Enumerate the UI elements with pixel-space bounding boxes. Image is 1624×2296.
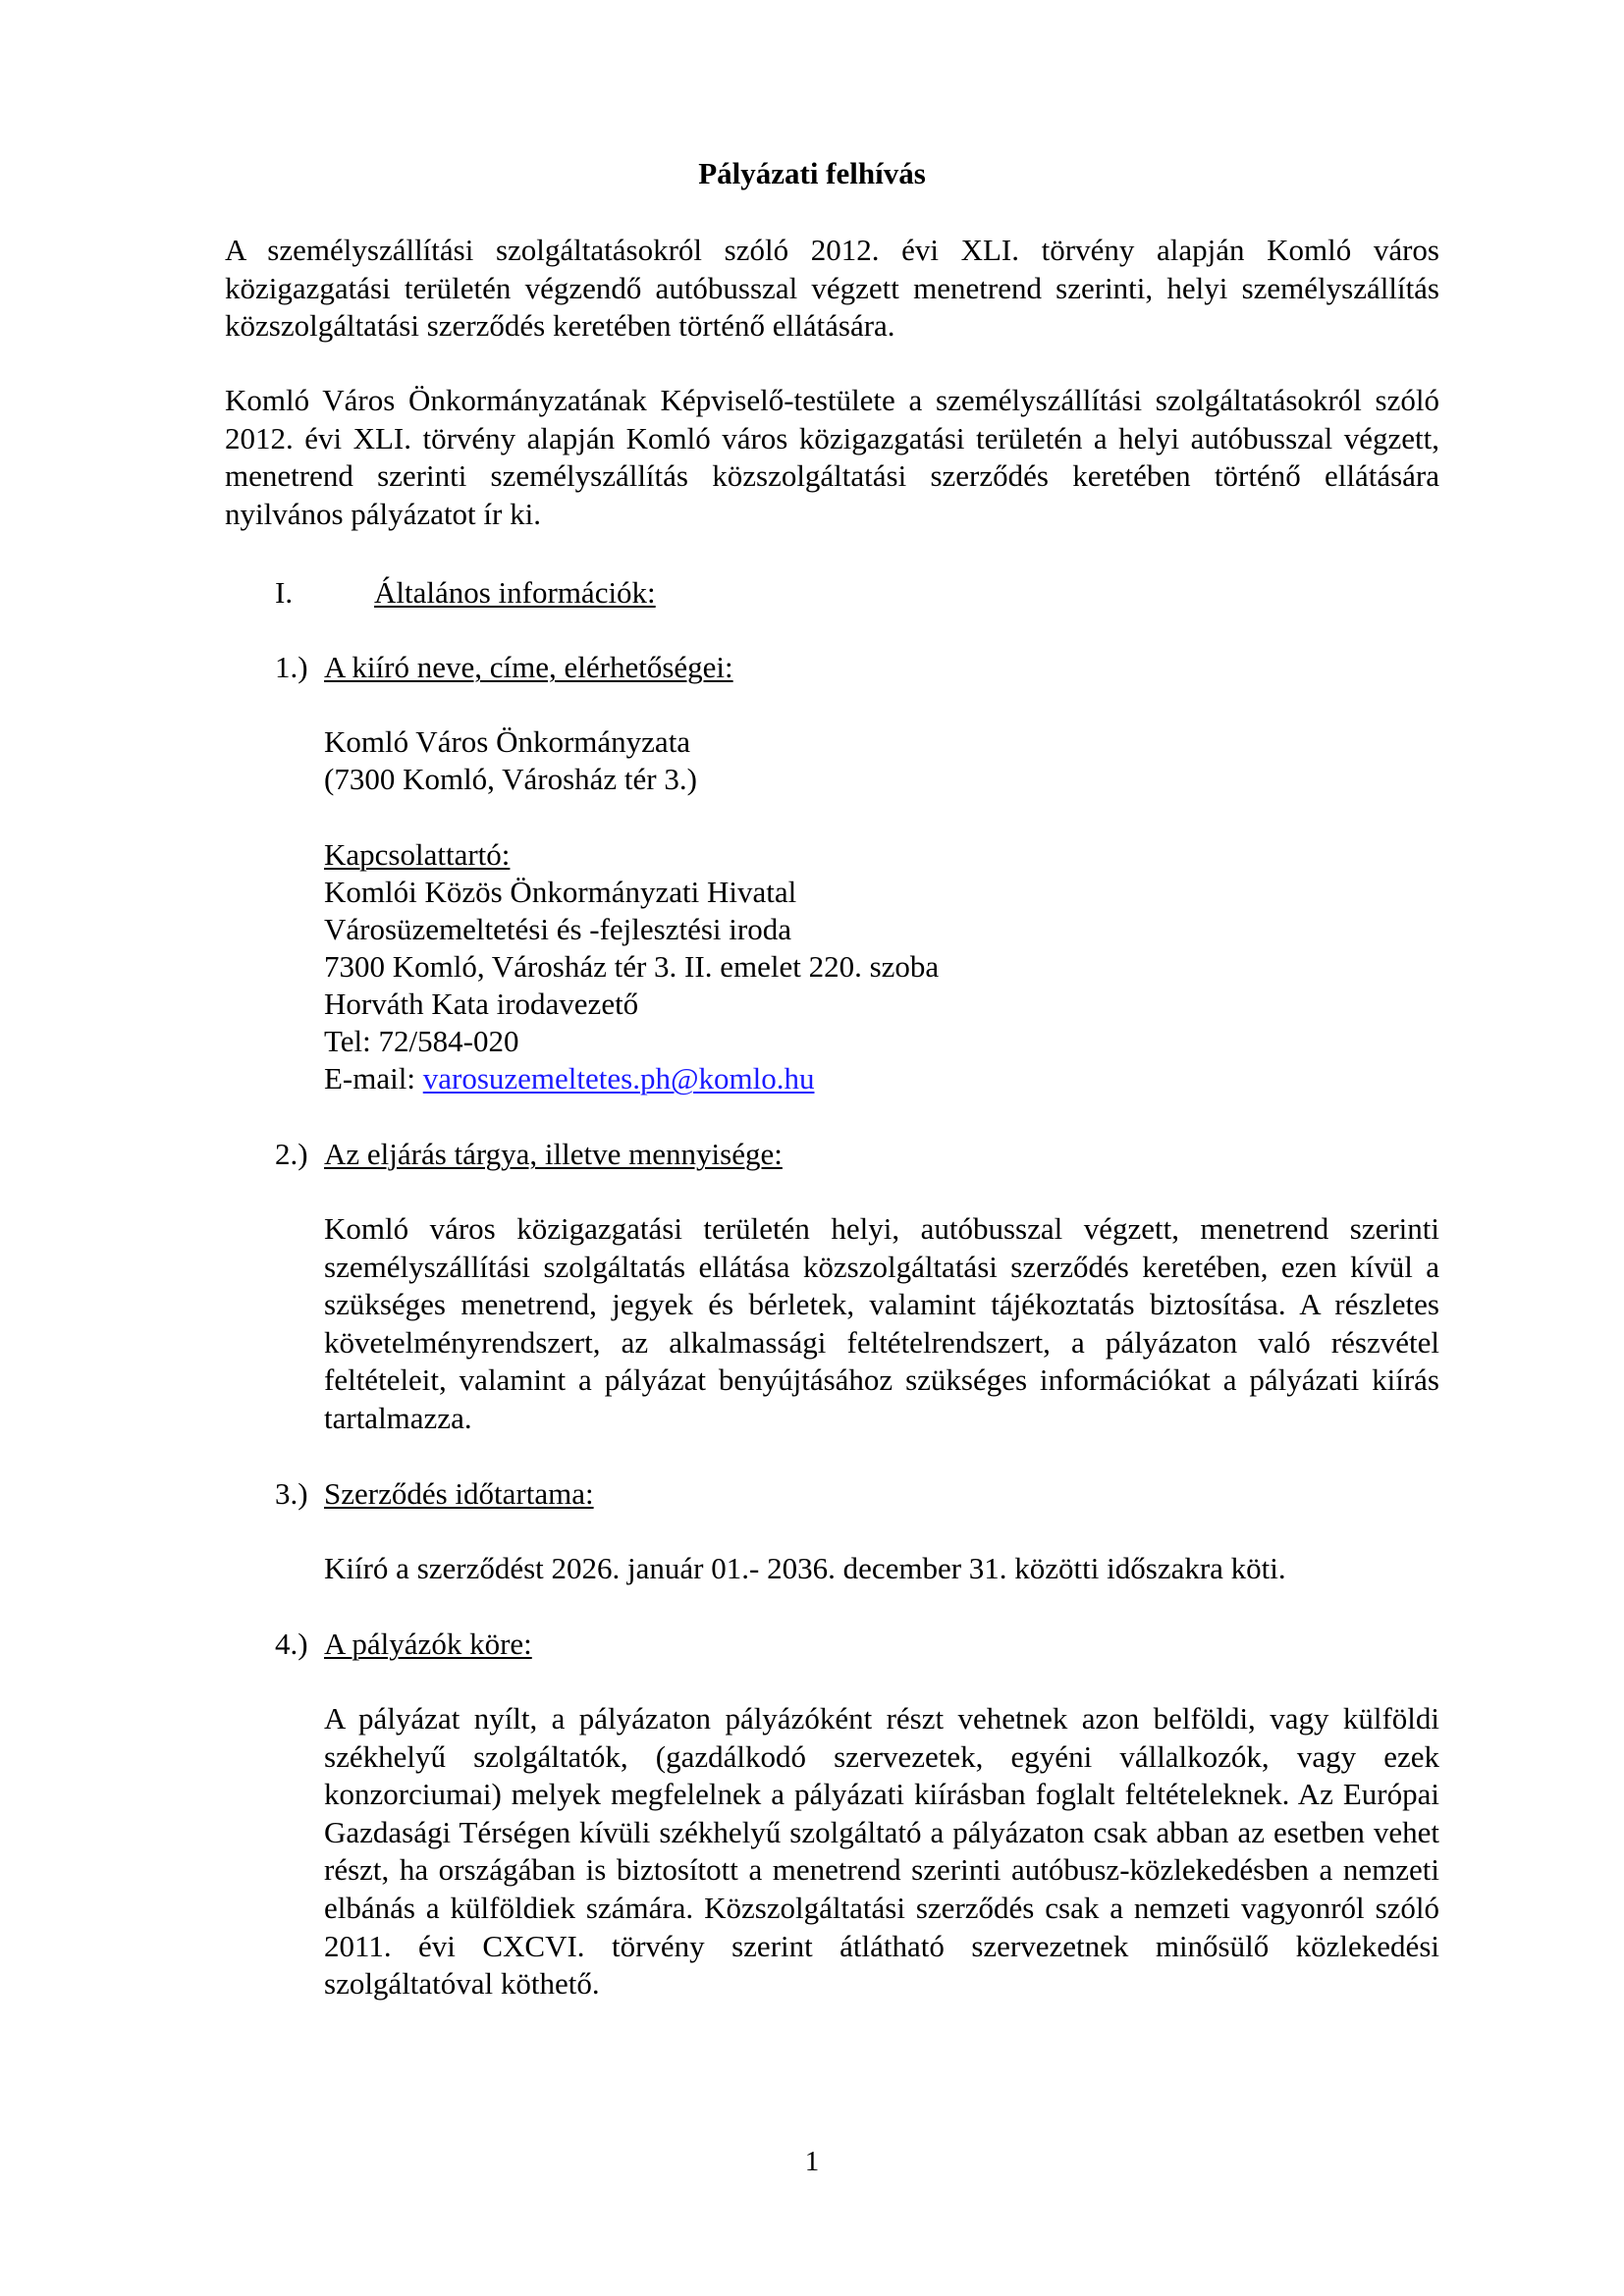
item-2-body: Komló város közigazgatási területén helyi, autóbusszal végzett, menetrend szerinti személyszállítási szolgáltatás ellátása közszolgáltatási szerződés keretében, ezen kívül a szükséges menetrend, jegyek és bérletek, valamint tájékoztatás biztosítása. A részletes követelményrendszert, az alkalmassági feltételrendszert, a pályázaton való részvétel feltételeit, valamint a pályázat benyújtásához szükséges információkat a pályázati kiírás tartalmazza. bbox=[324, 1211, 1439, 1435]
contact-email-link[interactable]: varosuzemeltetes.ph@komlo.hu bbox=[422, 1061, 815, 1095]
issuer-address: (7300 Komló, Városház tér 3.) bbox=[324, 762, 697, 796]
item-title: A pályázók köre: bbox=[324, 1627, 532, 1661]
item-title: Az eljárás tárgya, illetve mennyisége: bbox=[324, 1137, 783, 1171]
contact-department: Városüzemeltetési és -fejlesztési iroda bbox=[324, 912, 791, 946]
contact-phone: Tel: 72/584-020 bbox=[324, 1024, 519, 1058]
page-number: 1 bbox=[804, 2146, 820, 2177]
item-number: 4.) bbox=[275, 1627, 308, 1661]
item-number: 2.) bbox=[275, 1137, 308, 1171]
item-3-body: Kiíró a szerződést 2026. január 01.- 2036. december 31. közötti időszakra köti. bbox=[324, 1551, 1286, 1585]
item-4-body: A pályázat nyílt, a pályázaton pályázóként részt vehetnek azon belföldi, vagy külföldi székhelyű szolgáltatók, (gazdálkodó szervezetek, egyéni vállalkozók, vagy ezek konzorciumai) melyek megfelelnek a pályázati kiírásban foglalt feltételeknek. Az Európai Gazdasági Térségen kívüli székhelyű szolgáltató a pályázaton csak abban az esetben vehet részt, ha országában is biztosított a menetrend szerinti autóbusz-közlekedésben a nemzeti elbánás a külföldiek számára. Közszolgáltatási szerződés csak a nemzeti vagyonról szóló 2011. évi CXCVI. törvény szerint átlátható szervezetnek minősülő közlekedési szolgáltatóval köthető. bbox=[324, 1701, 1439, 2002]
contact-email-row bbox=[324, 1060, 814, 1097]
contact-address: 7300 Komló, Városház tér 3. II. emelet 220. szoba bbox=[324, 949, 940, 984]
intro-paragraph-2: Komló Város Önkormányzatának Képviselő-testülete a személyszállítási szolgáltatásokról szóló 2012. évi XLI. törvény alapján Komló város közigazgatási területén a helyi autóbusszal végzett, menetrend szerinti személyszállítás közszolgáltatási szerződés keretében történő ellátására nyilvános pályázatot ír ki. bbox=[225, 383, 1439, 531]
item-title: A kiíró neve, címe, elérhetőségei: bbox=[324, 650, 733, 684]
document-title: Pályázati felhívás bbox=[698, 156, 926, 190]
contact-office: Komlói Közös Önkormányzati Hivatal bbox=[324, 875, 797, 909]
item-number: 1.) bbox=[275, 650, 308, 684]
issuer-name: Komló Város Önkormányzata bbox=[324, 724, 691, 759]
item-title: Szerződés időtartama: bbox=[324, 1476, 594, 1511]
section-number: I. bbox=[275, 575, 294, 610]
intro-paragraph-1: A személyszállítási szolgáltatásokról szóló 2012. évi XLI. törvény alapján Komló város közigazgatási területén végzendő autóbusszal végzett menetrend szerinti, helyi személyszállítás közszolgáltatási szerződés keretében történő ellátására. bbox=[225, 233, 1439, 344]
contact-email-label: E-mail: bbox=[324, 1061, 423, 1095]
contact-heading: Kapcsolattartó: bbox=[324, 837, 511, 872]
section-title: Általános információk: bbox=[374, 575, 656, 610]
contact-person: Horváth Kata irodavezető bbox=[324, 987, 639, 1021]
item-number: 3.) bbox=[275, 1476, 308, 1511]
